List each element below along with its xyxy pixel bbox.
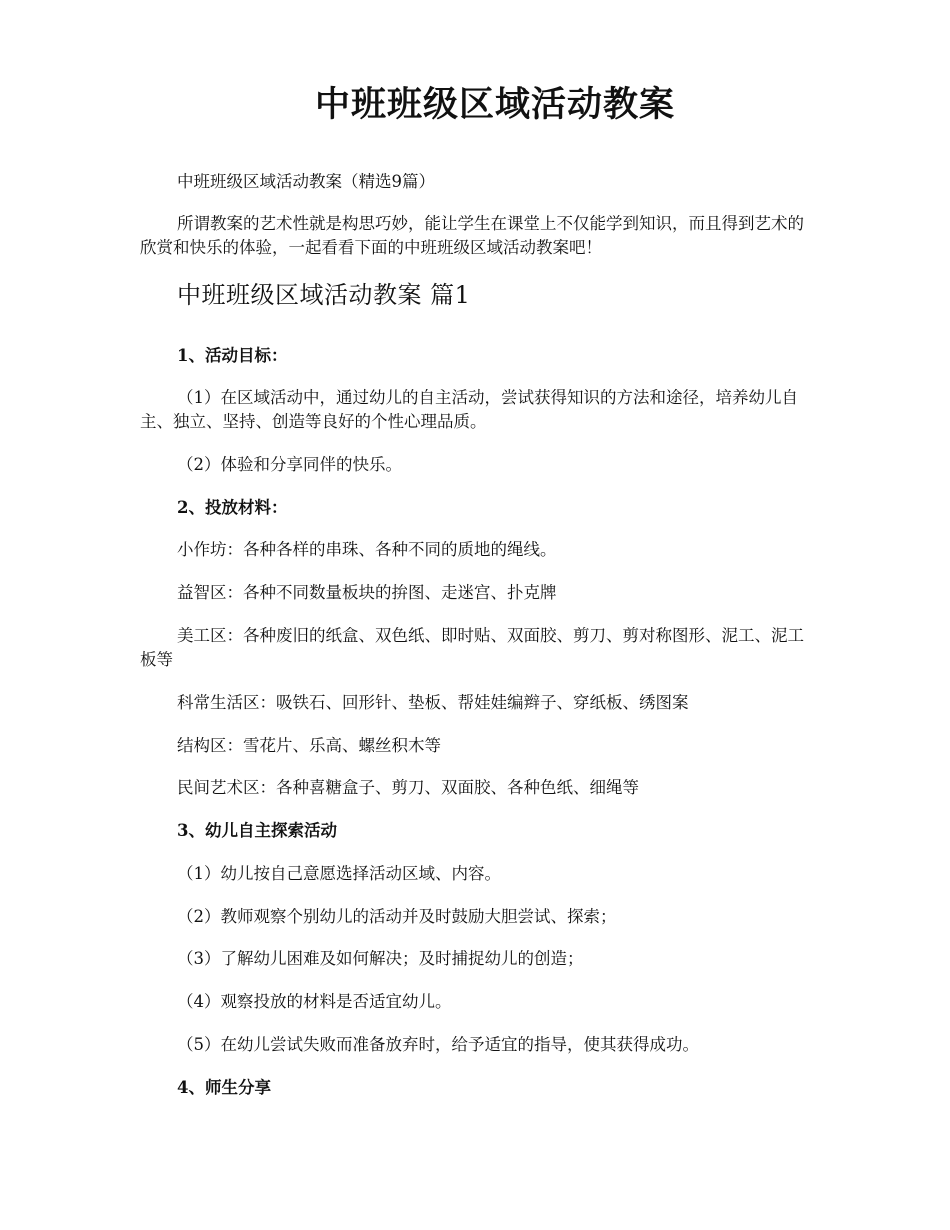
document-subtitle: 中班班级区域活动教案（精选9篇） — [177, 172, 435, 191]
exploration-item-5: （5）在幼儿尝试失败而准备放弃时，给予适宜的指导，使其获得成功。 — [177, 1035, 699, 1054]
material-item-puzzle: 益智区：各种不同数量板块的拚图、走迷宫、扑克牌 — [177, 583, 557, 602]
material-item-science: 科常生活区：吸铁石、回形针、垫板、帮娃娃编辫子、穿纸板、绣图案 — [177, 693, 689, 712]
material-item-art: 美工区：各种废旧的纸盒、双色纸、即时贴、双面胶、剪刀、剪对称图形、泥工、泥工板等 — [140, 626, 804, 669]
document-title: 中班班级区域活动教案 — [314, 84, 675, 125]
material-item-workshop: 小作坊：各种各样的串珠、各种不同的质地的绳线。 — [177, 540, 557, 559]
exploration-item-4: （4）观察投放的材料是否适宜幼儿。 — [177, 992, 452, 1011]
goal-item-1: （1）在区域活动中，通过幼儿的自主活动，尝试获得知识的方法和途径，培养幼儿自主、独立、坚持、创造等良好的个性心理品质。 — [140, 388, 798, 431]
goal-item-2: （2）体验和分享同伴的快乐。 — [177, 455, 402, 474]
sharing-heading: 4、师生分享 — [177, 1078, 271, 1097]
materials-heading: 2、投放材料： — [177, 498, 288, 517]
exploration-item-3: （3）了解幼儿困难及如何解决；及时捕捉幼儿的创造； — [177, 949, 584, 968]
material-item-folk-art: 民间艺术区：各种喜糖盒子、剪刀、双面胶、各种色纸、细绳等 — [177, 778, 639, 797]
exploration-item-2: （2）教师观察个别幼儿的活动并及时鼓励大胆尝试、探索； — [177, 907, 617, 926]
exploration-item-1: （1）幼儿按自己意愿选择活动区域、内容。 — [177, 864, 501, 883]
exploration-heading: 3、幼儿自主探索活动 — [177, 821, 337, 840]
intro-paragraph: 所谓教案的艺术性就是构思巧妙，能让学生在课堂上不仅能学到知识，而且得到艺术的欣赏和快乐的体验，一起看看下面的中班班级区域活动教案吧！ — [140, 214, 804, 257]
goals-heading: 1、活动目标： — [177, 346, 288, 365]
section-heading: 中班班级区域活动教案 篇1 — [177, 281, 471, 309]
material-item-building: 结构区：雪花片、乐高、螺丝积木等 — [177, 736, 441, 755]
